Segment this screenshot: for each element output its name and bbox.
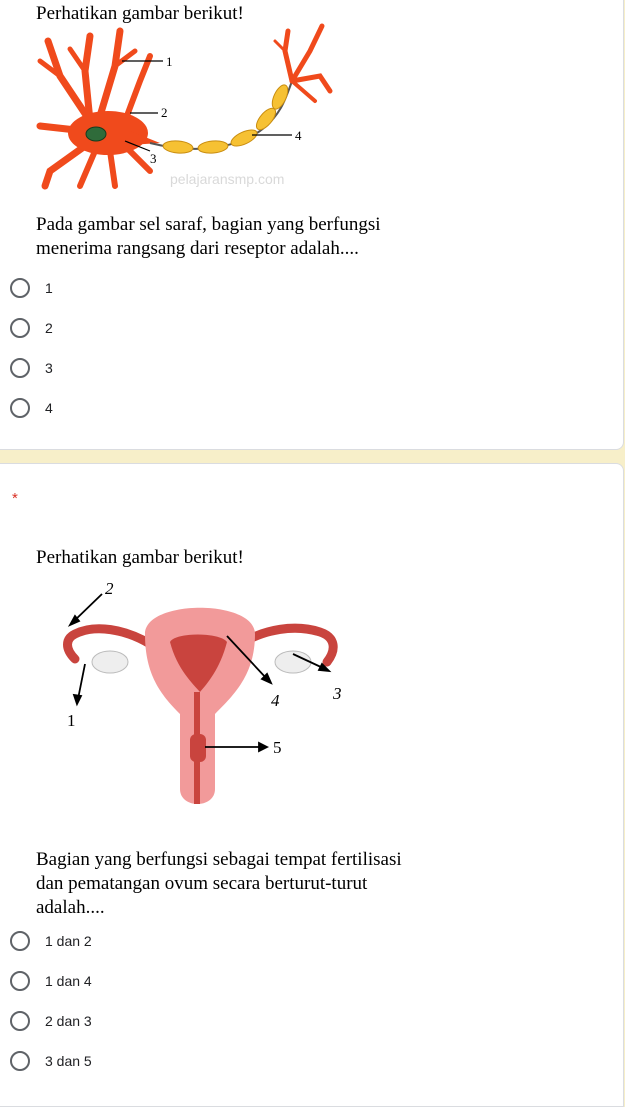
- option-4[interactable]: [10, 396, 53, 420]
- reproductive-label-4: 4: [271, 691, 280, 710]
- question-card-1: [0, 0, 624, 450]
- question-text-line-2: menerima rangsang dari reseptor adalah....: [36, 238, 359, 259]
- option-4[interactable]: [10, 1049, 92, 1073]
- left-ovary: [92, 651, 128, 673]
- reproductive-label-5: 5: [273, 738, 282, 757]
- option-label: 3 dan 5: [45, 1053, 92, 1069]
- question-text-line-1: Pada gambar sel saraf, bagian yang berfungsi: [36, 214, 381, 235]
- question-intro: Perhatikan gambar berikut!: [36, 547, 244, 568]
- option-label: 4: [45, 400, 53, 416]
- option-1[interactable]: [10, 929, 92, 953]
- myelin-sheath: [163, 83, 291, 155]
- reproductive-label-2: 2: [105, 579, 114, 598]
- option-1[interactable]: [10, 276, 53, 300]
- radio-circle-icon[interactable]: [10, 1051, 30, 1071]
- cervix: [190, 734, 206, 762]
- required-asterisk: *: [12, 490, 18, 507]
- question-text-line-3: adalah....: [36, 897, 105, 918]
- neuron-label-2: 2: [161, 105, 168, 120]
- watermark: pelajaransmp.com: [170, 171, 285, 187]
- option-label: 3: [45, 360, 53, 376]
- option-3[interactable]: [10, 356, 53, 380]
- radio-circle-icon[interactable]: [10, 318, 30, 338]
- female-reproductive-diagram: [55, 574, 355, 819]
- option-2[interactable]: [10, 316, 53, 340]
- nucleus: [86, 127, 106, 141]
- neuron-diagram: [30, 21, 335, 196]
- dendrites: [40, 31, 150, 186]
- cell-body: [68, 111, 148, 155]
- radio-circle-icon[interactable]: [10, 971, 30, 991]
- question-card-2: [0, 463, 624, 1107]
- reproductive-label-3: 3: [333, 684, 342, 703]
- label-lines: [122, 61, 292, 151]
- option-label: 1 dan 2: [45, 933, 92, 949]
- option-label: 1 dan 4: [45, 973, 92, 989]
- radio-circle-icon[interactable]: [10, 931, 30, 951]
- option-label: 1: [45, 280, 53, 296]
- option-label: 2 dan 3: [45, 1013, 92, 1029]
- reproductive-label-1: 1: [67, 711, 76, 730]
- option-3[interactable]: [10, 1009, 92, 1033]
- radio-circle-icon[interactable]: [10, 1011, 30, 1031]
- question-text-line-1: Bagian yang berfungsi sebagai tempat fertilisasi: [36, 849, 402, 870]
- radio-circle-icon[interactable]: [10, 358, 30, 378]
- question-text-line-2: dan pematangan ovum secara berturut-turut: [36, 873, 368, 894]
- radio-circle-icon[interactable]: [10, 398, 30, 418]
- radio-circle-icon[interactable]: [10, 278, 30, 298]
- neuron-label-3: 3: [150, 151, 157, 166]
- neuron-label-4: 4: [295, 128, 302, 143]
- question-intro: Perhatikan gambar berikut!: [36, 3, 244, 24]
- option-label: 2: [45, 320, 53, 336]
- neuron-label-1: 1: [166, 54, 173, 69]
- option-2[interactable]: [10, 969, 92, 993]
